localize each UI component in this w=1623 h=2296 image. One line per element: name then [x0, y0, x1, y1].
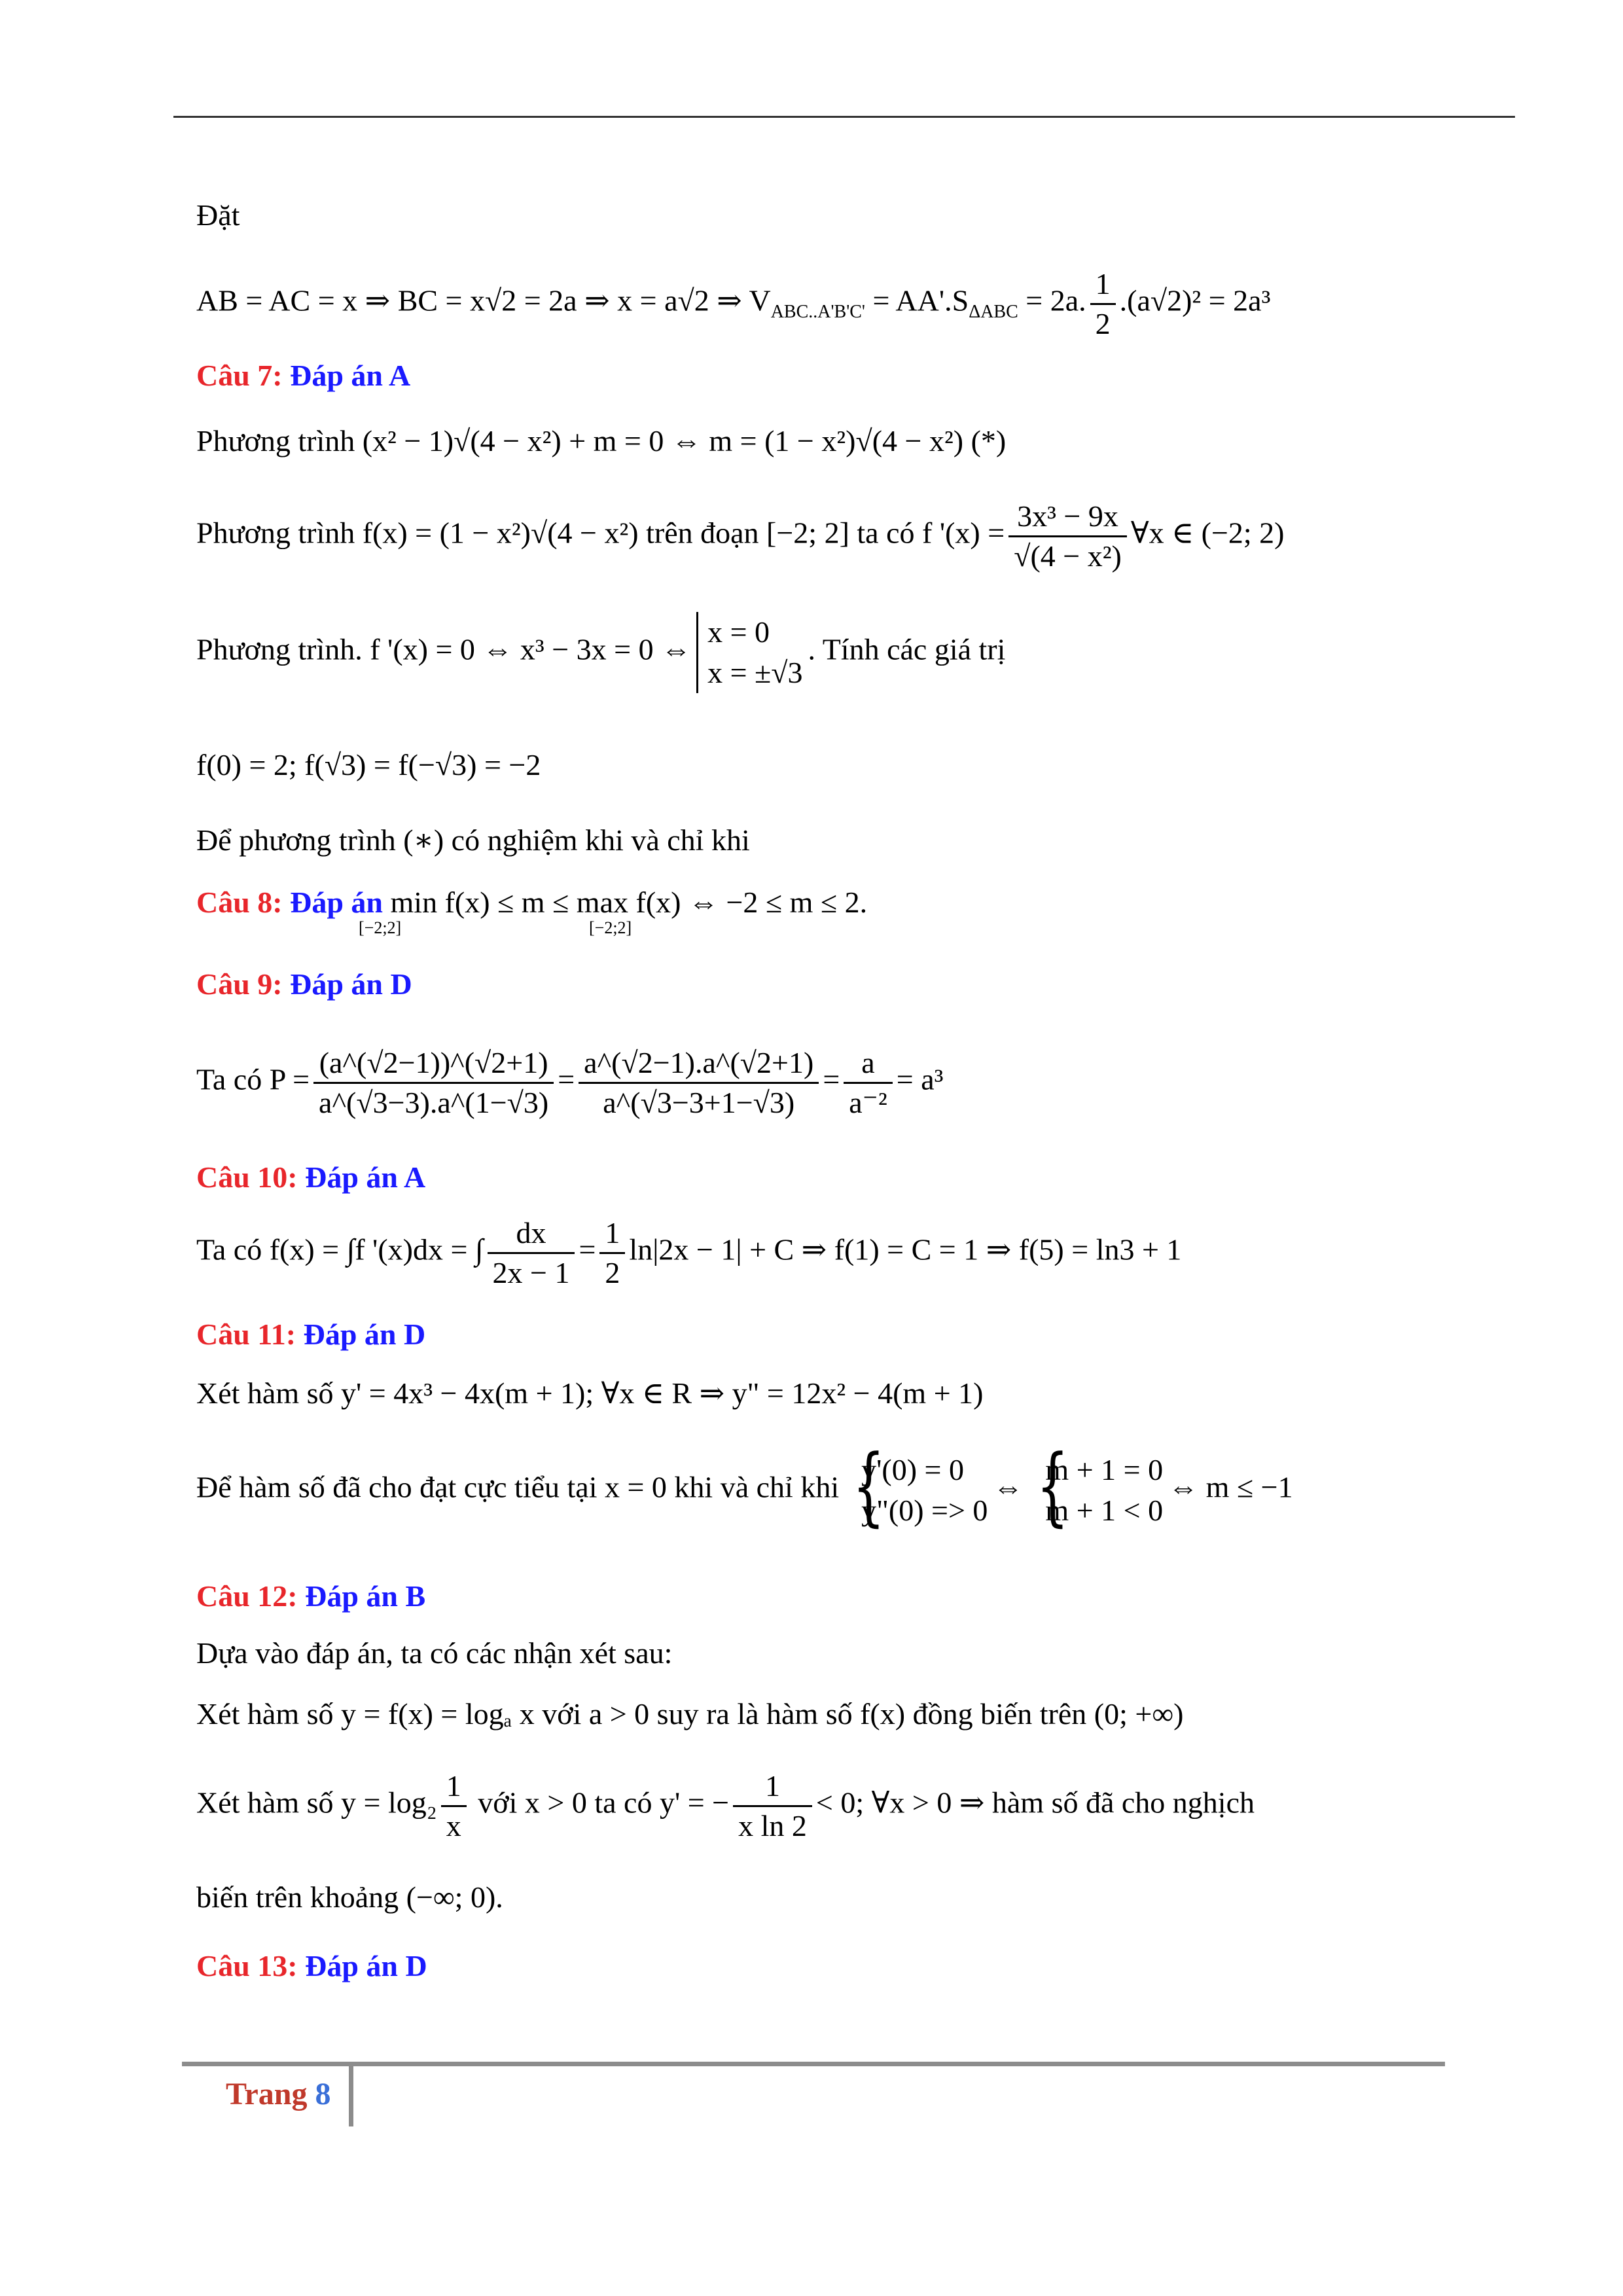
fraction: $\frac{\text{3x³ − 9x}}{\text{√(4 − x²)}}$	[1008, 497, 1127, 575]
fraction: $\frac{1}{2}$	[599, 1214, 625, 1291]
solution-bracket: x = 0 x = ±√3	[696, 612, 802, 693]
formula-line: Phương trình (x² − 1)√(4 − x²) + m = 0 ⇔ m = (1 − x²)√(4 − x²) (*)	[196, 424, 1007, 457]
footer-label: Trang	[226, 2077, 308, 2111]
footer-divider	[349, 2066, 353, 2126]
text-line: biến trên khoảng (−∞; 0).	[196, 1880, 503, 1914]
formula-line: Ta có P = $\frac{(a\^{}(√2-1))\^{}(√2+1)}{a\^{}(√3-3).a\^{}(1-√3)}$ = $\frac{a\^{}(√2-1).a\^{}(√2+1)}{a\^{}(√3-3+1-√3)}$ = $\frac{a}{\text{a⁻²}}$ = a³	[196, 1044, 943, 1121]
text-line: Đặt	[196, 198, 240, 232]
question-heading: Câu 11: Đáp án D	[196, 1318, 426, 1351]
formula-line: Phương trình f(x) = (1 − x²)√(4 − x²) trên đoạn [−2; 2] ta có f '(x) = $\frac{\text{3x³ − 9x}}{\text{√(4 − x²)}}$ ∀x ∈ (−2; 2)	[196, 497, 1285, 575]
fraction: $\frac{1}{\text{x ln 2}}$	[733, 1767, 812, 1844]
system-brace: { y'(0) = 0 y"(0) => 0	[844, 1450, 988, 1531]
question-heading: Câu 12: Đáp án B	[196, 1579, 426, 1613]
subscript: [−2;2]	[359, 918, 402, 937]
system-brace: { m + 1 = 0 m + 1 < 0	[1028, 1450, 1163, 1531]
footer-rule	[182, 2062, 1445, 2066]
fraction: $\frac{1}{x}$	[441, 1767, 467, 1844]
formula-line: Phương trình. f '(x) = 0 ⇔ x³ − 3x = 0 ⇔ x = 0 x = ±√3 . Tính các giá trị	[196, 612, 1005, 693]
header-rule	[173, 116, 1515, 118]
question-heading: Câu 8: Đáp án min f(x) ≤ m ≤ max f(x) ⇔ −2 ≤ m ≤ 2.	[196, 886, 868, 919]
formula-line: Xét hàm số y = log₂ $\frac{1}{x}$ với x > 0 ta có y' = − $\frac{1}{\text{x ln 2}}$ < 0; ∀x > 0 ⇒ hàm số đã cho nghịch	[196, 1767, 1255, 1844]
fraction: $\frac{a}{\text{a⁻²}}$	[844, 1044, 893, 1121]
fraction: $\frac{a\^{}(√2-1).a\^{}(√2+1)}{a\^{}(√3-3+1-√3)}$	[579, 1044, 819, 1121]
fraction: $\frac{dx}{2x - 1}$	[488, 1214, 575, 1291]
formula-line: Để hàm số đã cho đạt cực tiểu tại x = 0 khi và chỉ khi { y'(0) = 0 y"(0) => 0 ⇔ { m + 1 = 0 m + 1 < 0 ⇔ m ≤ −1	[196, 1450, 1293, 1531]
formula-line: Xét hàm số y = f(x) = logₐ x với a > 0 suy ra là hàm số f(x) đồng biến trên (0; +∞)	[196, 1697, 1184, 1731]
question-heading: Câu 7: Đáp án A	[196, 359, 411, 392]
formula-line: Ta có f(x) = ∫f '(x)dx = ∫ $\frac{dx}{2x - 1}$ = $\frac{1}{2}$ ln|2x − 1| + C ⇒ f(1) = C = 1 ⇒ f(5) = ln3 + 1	[196, 1214, 1181, 1291]
question-heading: Câu 10: Đáp án A	[196, 1160, 426, 1194]
page-number: 8	[315, 2077, 331, 2111]
subscript: [−2;2]	[589, 918, 632, 937]
question-heading: Câu 13: Đáp án D	[196, 1949, 427, 1982]
text-line: Để phương trình (∗) có nghiệm khi và chỉ khi	[196, 823, 750, 857]
formula-line: f(0) = 2; f(√3) = f(−√3) = −2	[196, 748, 541, 781]
page-footer	[226, 2076, 330, 2112]
text-line: Dựa vào đáp án, ta có các nhận xét sau:	[196, 1636, 673, 1670]
formula-line: Xét hàm số y' = 4x³ − 4x(m + 1); ∀x ∈ R ⇒ y" = 12x² − 4(m + 1)	[196, 1376, 984, 1410]
fraction: $\frac{(a\^{}(√2-1))\^{}(√2+1)}{a\^{}(√3-3).a\^{}(1-√3)}$	[313, 1044, 554, 1121]
question-heading: Câu 9: Đáp án D	[196, 967, 412, 1001]
fraction: $\frac{1}{2}$	[1090, 265, 1116, 342]
formula-line: AB = AC = x ⇒ BC = x√2 = 2a ⇒ x = a√2 ⇒ $V_{ABC..A'B'C'} = AA'.S_{\Delta ABC} = 2a$. $\frac{1}{2}$ .(a√2)² = 2a³	[196, 265, 1270, 342]
